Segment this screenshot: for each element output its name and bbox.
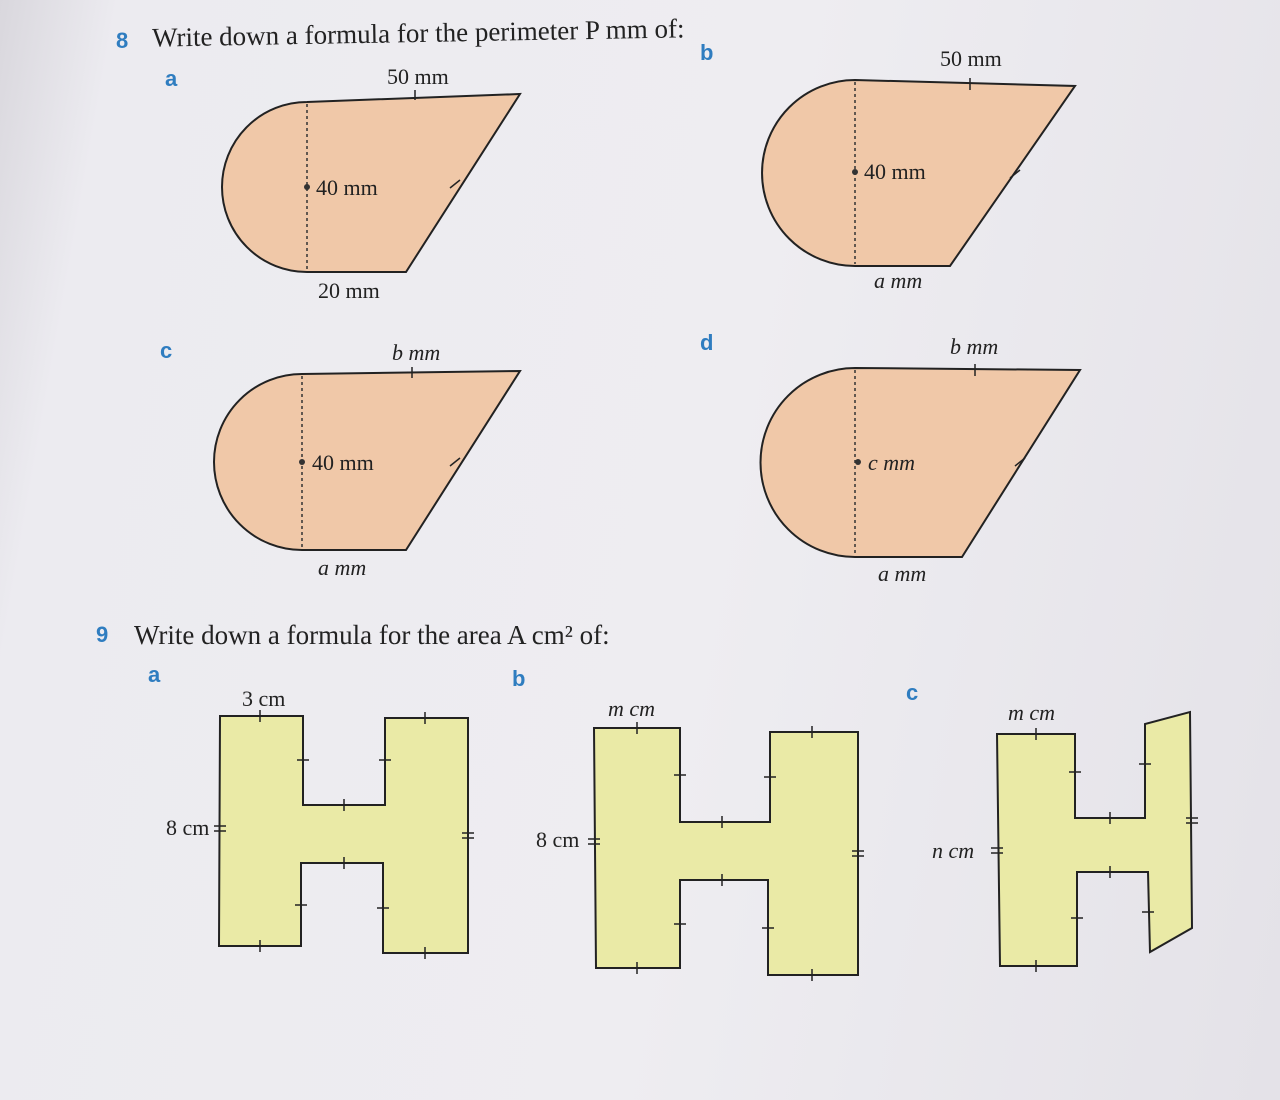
q8-part-d: d — [700, 330, 714, 355]
q8b-bottom-length: a mm — [874, 268, 923, 293]
shape-9c — [997, 712, 1192, 966]
q8-part-a: a — [165, 66, 178, 91]
q9c-height: n cm — [932, 838, 975, 863]
q9-part-a: a — [148, 662, 161, 687]
q8d-top-length: b mm — [950, 334, 999, 359]
question-9-number: 9 — [96, 622, 109, 647]
question-9-text: Write down a formula for the area A cm² of: — [134, 620, 610, 650]
q9b-height: 8 cm — [536, 827, 580, 852]
q8b-diameter: 40 mm — [864, 159, 926, 184]
q8d-bottom-length: a mm — [878, 561, 927, 586]
q8c-bottom-length: a mm — [318, 555, 367, 580]
q8a-bottom-length: 20 mm — [318, 278, 380, 303]
q8d-diameter: c mm — [868, 450, 916, 475]
question-8-text: Write down a formula for the perimeter P mm of: — [151, 13, 685, 53]
q8b-top-length: 50 mm — [940, 46, 1002, 71]
shape-9a — [219, 716, 468, 953]
q9a-width: 3 cm — [242, 686, 286, 711]
q8c-top-length: b mm — [392, 340, 441, 365]
q9c-width: m cm — [1008, 700, 1056, 725]
q8a-top-length: 50 mm — [387, 64, 449, 89]
q9-part-c: c — [906, 680, 919, 705]
q8c-diameter: 40 mm — [312, 450, 374, 475]
q8-part-b: b — [700, 40, 714, 65]
q8-part-c: c — [160, 338, 173, 363]
q9b-width: m cm — [608, 696, 656, 721]
q8a-diameter: 40 mm — [316, 175, 378, 200]
q9-part-b: b — [512, 666, 526, 691]
q9a-height: 8 cm — [166, 815, 210, 840]
question-8-number: 8 — [116, 28, 129, 53]
shape-9b — [594, 728, 858, 975]
